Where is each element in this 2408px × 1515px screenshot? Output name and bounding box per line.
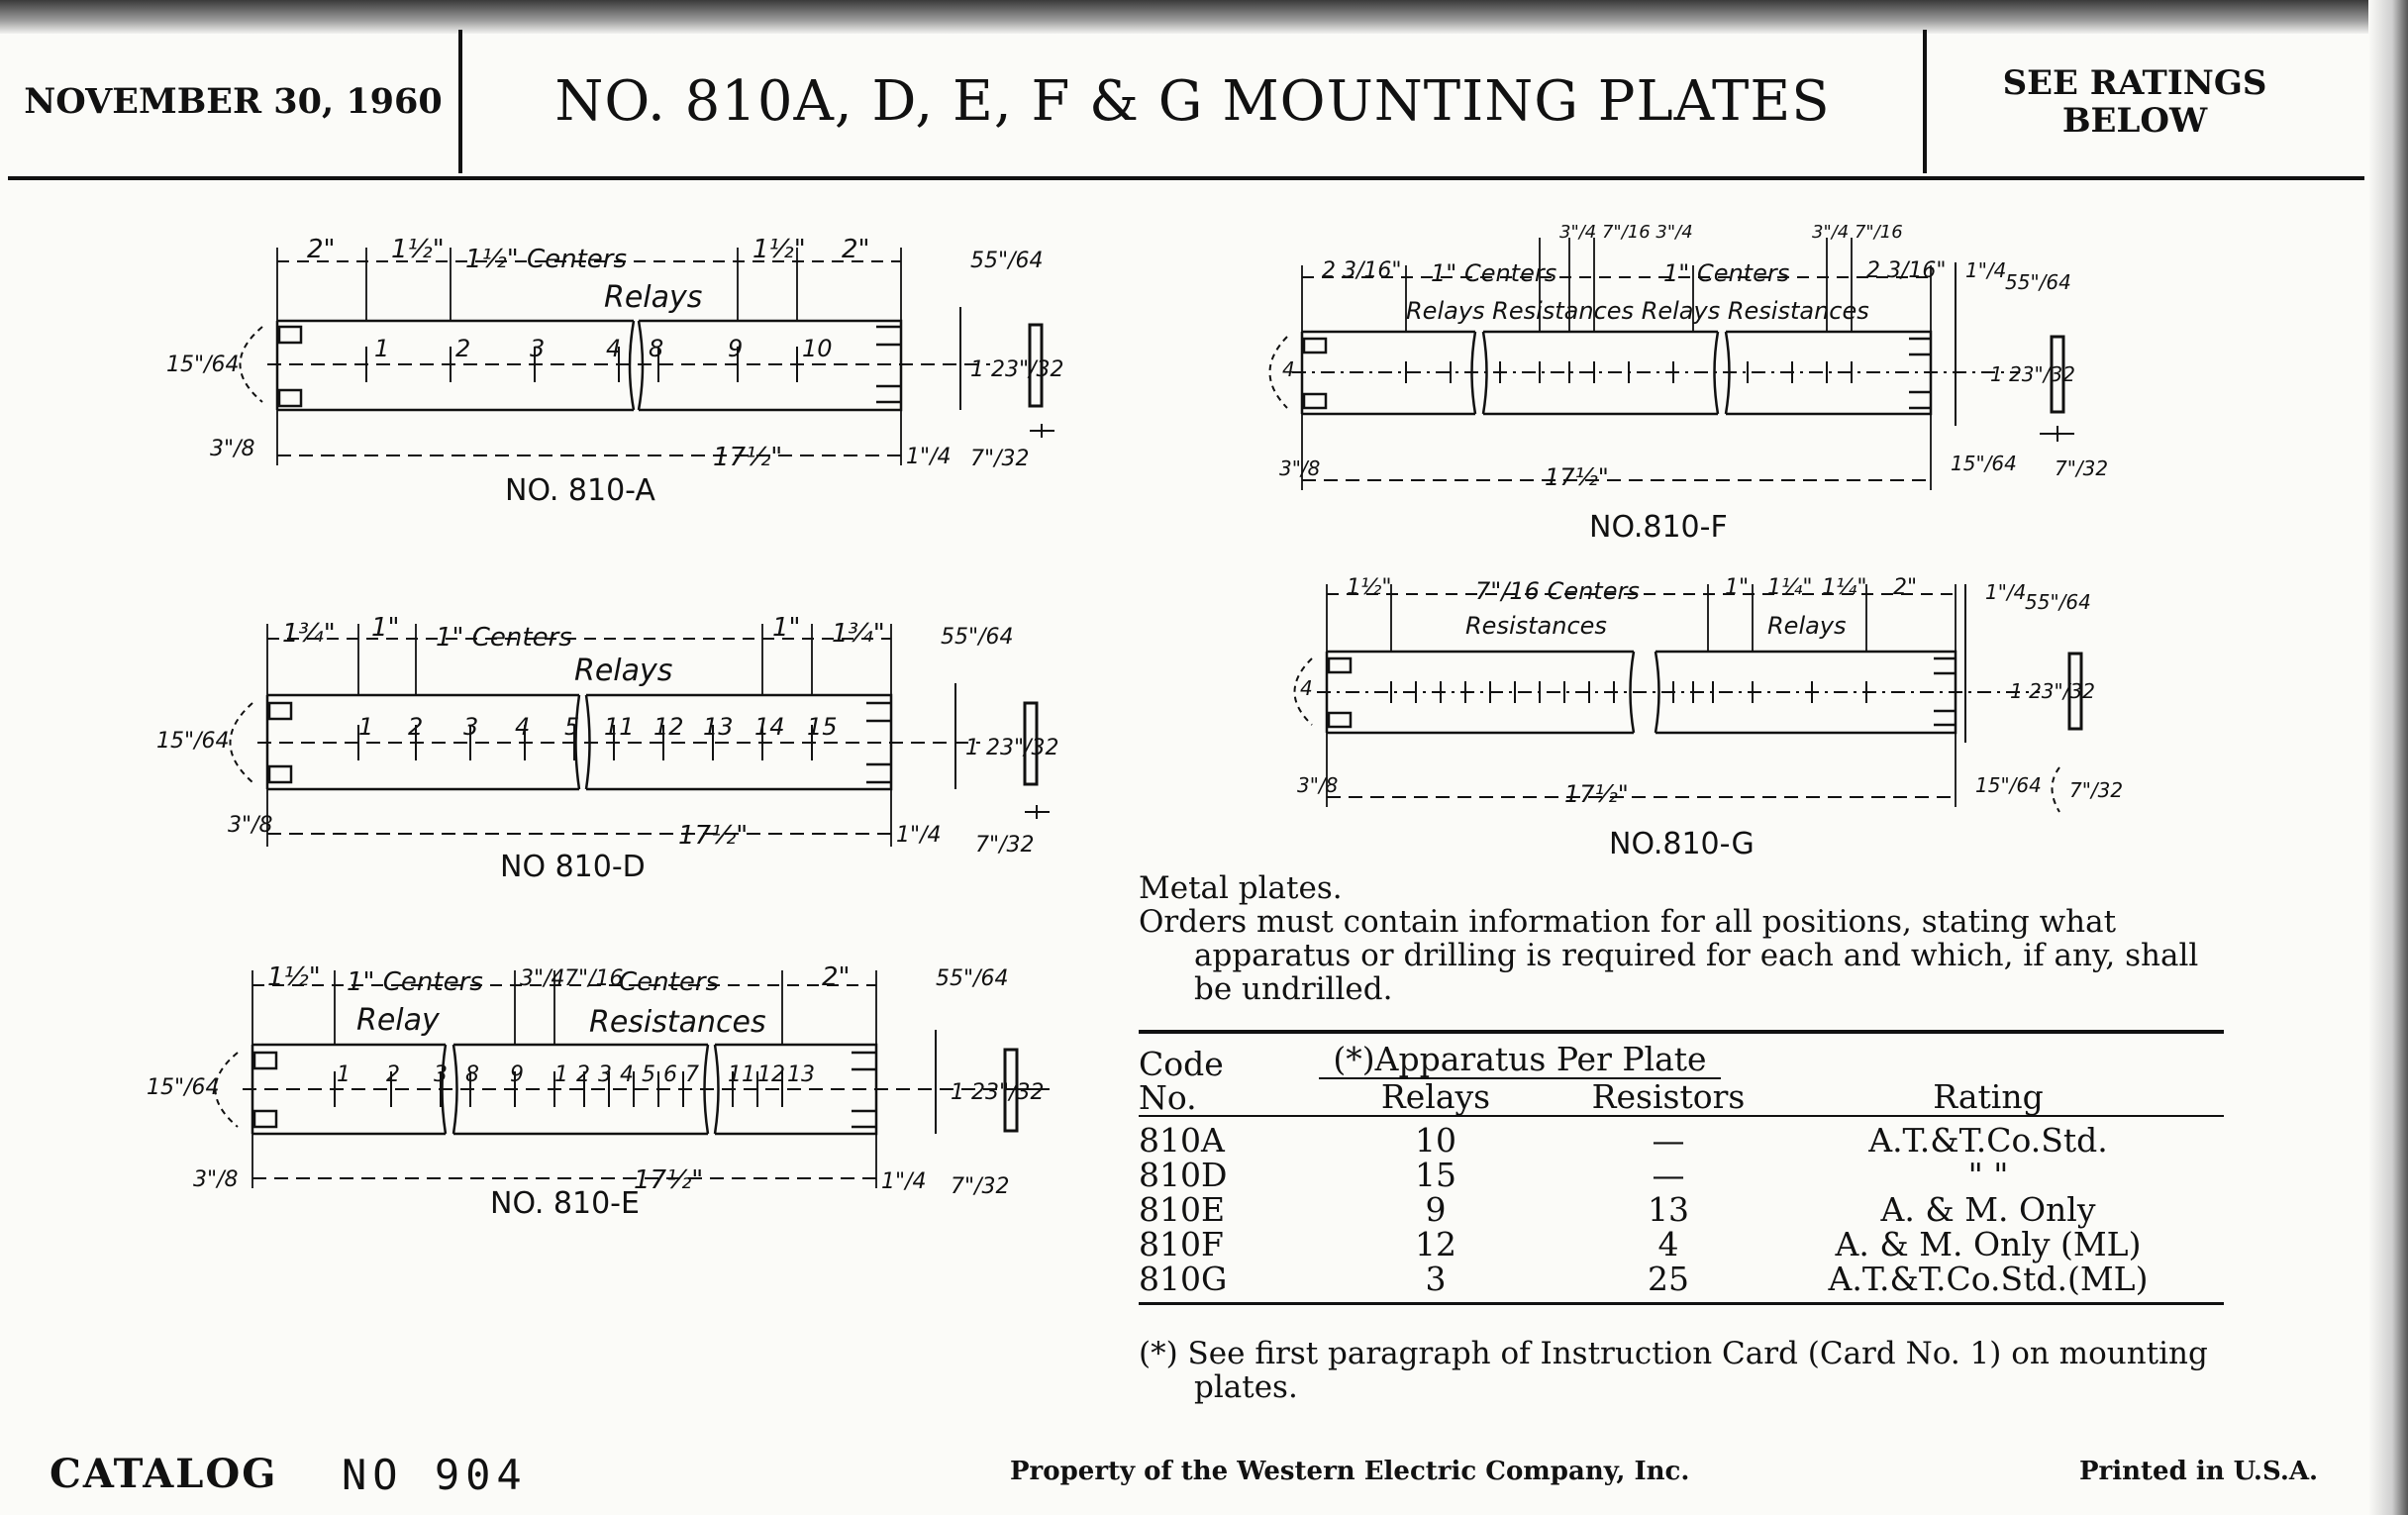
col-resistors-header: Resistors <box>1584 1079 1753 1116</box>
dim-810g-1half: 1½" <box>1347 575 1392 600</box>
drawing-810a-labels <box>166 235 1064 508</box>
header-title: NO. 810A, D, E, F & G MOUNTING PLATES <box>462 30 1927 173</box>
dim-810e-3-8: 3"/8 <box>193 1167 239 1192</box>
drawing-810d-labels <box>156 613 1059 884</box>
dim-810g-15-64: 15"/64 <box>1975 773 2042 797</box>
num-810e-11: 11 <box>728 1062 755 1087</box>
num-810e-3: 3 <box>434 1062 448 1087</box>
dim-810e-2in: 2" <box>822 962 851 992</box>
header-date: NOVEMBER 30, 1960 <box>8 30 462 173</box>
num-810a-4: 4 <box>606 335 622 362</box>
num-810e-r5: 5 <box>642 1062 655 1087</box>
cell-code: 810D <box>1139 1156 1228 1194</box>
num-810e-9: 9 <box>510 1062 524 1087</box>
dim-810a-3-8: 3"/8 <box>210 437 255 461</box>
dim-810d-1-3-4: 1¾" <box>282 619 336 649</box>
cell-code: 810F <box>1139 1225 1224 1263</box>
num-810d-2: 2 <box>408 713 424 741</box>
notes-block <box>1139 871 2228 1006</box>
dim-810g-55-64: 55"/64 <box>2025 590 2091 614</box>
dim-810d-15-64: 15"/64 <box>156 729 230 754</box>
dim-810f-1-4: 1"/4 <box>1965 258 2007 282</box>
dim-810d-centers: 1" Centers <box>436 623 572 653</box>
caption-810g: NO.810-G <box>1609 827 1755 861</box>
cell-relays: 15 <box>1415 1156 1456 1194</box>
num-810a-9: 9 <box>728 335 744 362</box>
dim-810f-centers2: 1" Centers <box>1663 259 1790 287</box>
num-810d-11: 11 <box>604 713 635 741</box>
num-810e-r1: 1 <box>554 1062 568 1087</box>
dim-810f-4: 4 <box>1282 357 1295 381</box>
num-810a-10: 10 <box>802 335 833 362</box>
num-810e-r6: 6 <box>663 1062 677 1087</box>
dim-810f-3-8: 3"/8 <box>1279 456 1321 480</box>
dim-810e-1half: 1½" <box>267 962 321 992</box>
dim-810d-1in-b: 1" <box>772 613 801 643</box>
label-810e-resistances: Resistances <box>589 1005 766 1040</box>
dim-810g-1-23-32: 1 23"/32 <box>2010 679 2095 703</box>
caption-810f: NO.810-F <box>1589 510 1728 545</box>
footer-catalog: CATALOG <box>50 1451 278 1497</box>
group-header-text: (*)Apparatus Per Plate <box>1319 1042 1720 1079</box>
dim-810g-4: 4 <box>1300 676 1313 700</box>
col-relays-header: Relays <box>1287 1079 1584 1116</box>
header-see-ratings <box>1927 30 2343 173</box>
dim-810f-1-23-32: 1 23"/32 <box>1990 362 2075 386</box>
dim-810g-1-4-b: 1¼" <box>1822 575 1867 600</box>
see-ratings-line2: BELOW <box>2061 100 2208 141</box>
card-header <box>8 30 2364 180</box>
col-code-line2: No. <box>1139 1078 1197 1117</box>
dim-810f-55-64: 55"/64 <box>2005 270 2071 294</box>
num-810d-3: 3 <box>463 713 479 741</box>
dim-810d-1-23-32: 1 23"/32 <box>965 736 1059 760</box>
num-810d-14: 14 <box>754 713 785 741</box>
caption-810a: NO. 810-A <box>505 473 655 508</box>
cell-relays: 3 <box>1425 1260 1447 1298</box>
dim-810a-1half: 1½" <box>391 235 445 264</box>
dim-810f-fractions1: 3"/4 7"/16 3"/4 <box>1559 222 1693 243</box>
dim-810e-55-64: 55"/64 <box>936 966 1009 991</box>
dim-810g-1-4: 1"/4 <box>1985 580 2027 604</box>
dim-810a-1-23-32: 1 23"/32 <box>970 357 1064 382</box>
cell-rating: A. & M. Only (ML) <box>1835 1225 2142 1263</box>
cell-resistors: — <box>1652 1156 1685 1194</box>
dim-810a-55-64: 55"/64 <box>970 249 1044 273</box>
cell-rating: A. & M. Only <box>1880 1190 2096 1229</box>
num-810d-15: 15 <box>807 713 838 741</box>
num-810e-1: 1 <box>337 1062 351 1087</box>
num-810a-1: 1 <box>374 335 390 362</box>
dim-810e-1-4: 1"/4 <box>881 1169 927 1194</box>
col-code-header <box>1139 1032 1287 1116</box>
drawing-810f-labels <box>1279 222 2108 545</box>
dim-810e-centers1: 1" Centers <box>347 967 483 997</box>
dim-810e-15-64: 15"/64 <box>147 1075 220 1100</box>
num-810e-8: 8 <box>465 1062 479 1087</box>
dim-810g-3-8: 3"/8 <box>1297 773 1339 797</box>
num-810e-r2: 2 <box>576 1062 590 1087</box>
label-810f-groups: Relays Resistances Relays Resistances <box>1406 297 1869 325</box>
caption-810e: NO. 810-E <box>490 1186 640 1221</box>
label-810a-relays: Relays <box>604 280 703 315</box>
dim-810g-1in: 1" <box>1725 575 1750 600</box>
table-row <box>1139 1116 2224 1158</box>
dim-810e-1-23-32: 1 23"/32 <box>951 1080 1045 1105</box>
caption-810d: NO 810-D <box>500 850 646 884</box>
dim-810a-centers: 1½" Centers <box>465 245 628 274</box>
footer-property: Property of the Western Electric Company, Inc. <box>1010 1457 1690 1486</box>
num-810e-12: 12 <box>757 1062 785 1087</box>
col-group-header <box>1287 1032 1753 1079</box>
cell-relays: 9 <box>1425 1190 1447 1229</box>
dim-810d-7-32: 7"/32 <box>975 833 1035 858</box>
drawing-810e-labels <box>147 962 1045 1221</box>
ratings-table <box>1139 1030 2224 1305</box>
cell-relays: 12 <box>1415 1225 1456 1263</box>
num-810d-12: 12 <box>653 713 684 741</box>
drawing-810g-labels <box>1297 575 2123 861</box>
table-row <box>1139 1192 2224 1227</box>
cell-resistors: 4 <box>1657 1225 1679 1263</box>
cell-code: 810E <box>1139 1190 1226 1229</box>
dim-810e-centers2: Centers <box>619 967 720 997</box>
dim-810e-7-32: 7"/32 <box>951 1174 1010 1199</box>
num-810a-2: 2 <box>455 335 471 362</box>
dim-810f-fractions2: 3"/4 7"/16 <box>1812 222 1903 243</box>
col-code-line1: Code <box>1139 1045 1224 1083</box>
table-row <box>1139 1158 2224 1192</box>
cell-code: 810A <box>1139 1121 1225 1160</box>
cell-rating: " " <box>1967 1156 2009 1194</box>
dim-810g-centers: 7"/16 Centers <box>1475 577 1640 605</box>
num-810e-13: 13 <box>787 1062 815 1087</box>
num-810d-1: 1 <box>358 713 374 741</box>
cell-code: 810G <box>1139 1260 1228 1298</box>
dim-810g-1-4-a: 1¼" <box>1767 575 1813 600</box>
dim-810f-7-32: 7"/32 <box>2055 456 2109 480</box>
dim-810a-length: 17½" <box>713 443 783 472</box>
label-810d-relays: Relays <box>574 654 673 688</box>
dim-810d-length: 17½" <box>678 821 749 851</box>
label-810g-relays: Relays <box>1767 612 1847 640</box>
table-row <box>1139 1227 2224 1262</box>
col-rating-header: Rating <box>1753 1032 2224 1116</box>
cell-relays: 10 <box>1415 1121 1456 1160</box>
note-metal-plates: Metal plates. <box>1139 870 1343 906</box>
footer-printed: Printed in U.S.A. <box>2079 1457 2319 1486</box>
dim-810a-2in-b: 2" <box>842 235 870 264</box>
cell-resistors: 13 <box>1648 1190 1689 1229</box>
cell-resistors: 25 <box>1648 1260 1689 1298</box>
num-810a-3: 3 <box>530 335 546 362</box>
dim-810d-3-8: 3"/8 <box>228 813 273 838</box>
table-footnote: (*) See first paragraph of Instruction Card (Card No. 1) on mounting plates. <box>1139 1336 2208 1405</box>
card-footer <box>0 1451 2408 1510</box>
dim-810a-1half-b: 1½" <box>752 235 806 264</box>
dim-810e-length: 17½" <box>634 1165 704 1195</box>
dim-810f-length: 17½" <box>1545 463 1609 491</box>
dim-810g-2in: 2" <box>1893 575 1918 600</box>
dim-810g-7-32: 7"/32 <box>2069 778 2124 802</box>
footer-catalog-number: NO 904 <box>342 1451 528 1499</box>
num-810a-8: 8 <box>649 335 664 362</box>
dim-810f-2-3-16-b: 2 3/16" <box>1866 258 1947 283</box>
num-810d-13: 13 <box>703 713 734 741</box>
dim-810f-centers1: 1" Centers <box>1431 259 1557 287</box>
label-810g-resistances: Resistances <box>1465 612 1607 640</box>
dim-810d-1-3-4-b: 1¾" <box>832 619 885 649</box>
dim-810d-1in: 1" <box>371 613 400 643</box>
table-group-header-row <box>1139 1032 2224 1079</box>
scan-top-edge <box>0 0 2408 34</box>
dim-810a-1-4: 1"/4 <box>906 445 952 469</box>
table-row <box>1139 1262 2224 1304</box>
drawing-810g <box>1295 584 2082 812</box>
dim-810a-2in: 2" <box>307 235 336 264</box>
dim-810a-15-64: 15"/64 <box>166 353 240 377</box>
num-810e-r4: 4 <box>620 1062 634 1087</box>
num-810e-r7: 7 <box>685 1062 699 1087</box>
label-810e-relay: Relay <box>356 1003 440 1038</box>
dim-810f-2-3-16: 2 3/16" <box>1322 258 1402 283</box>
dim-810e-7-16: 7"/16 <box>564 966 624 991</box>
cell-rating: A.T.&T.Co.Std.(ML) <box>1828 1260 2149 1298</box>
cell-rating: A.T.&T.Co.Std. <box>1868 1121 2108 1160</box>
cell-resistors: — <box>1652 1121 1685 1160</box>
dim-810f-15-64: 15"/64 <box>1951 452 2017 475</box>
dim-810e-3-4: 3"/4 <box>520 966 565 991</box>
dim-810d-1-4: 1"/4 <box>896 823 942 848</box>
num-810e-2: 2 <box>386 1062 400 1087</box>
note-orders: Orders must contain information for all positions, stating what apparatus or drilling is required for each and which, if any, shall be undrilled. <box>1139 904 2199 1007</box>
dim-810d-55-64: 55"/64 <box>941 625 1014 650</box>
dim-810g-length: 17½" <box>1564 780 1629 808</box>
num-810e-r3: 3 <box>598 1062 612 1087</box>
num-810d-4: 4 <box>515 713 531 741</box>
dim-810a-7-32: 7"/32 <box>970 447 1030 471</box>
num-810d-5: 5 <box>564 713 580 741</box>
see-ratings-line1: SEE RATINGS <box>2002 62 2267 103</box>
